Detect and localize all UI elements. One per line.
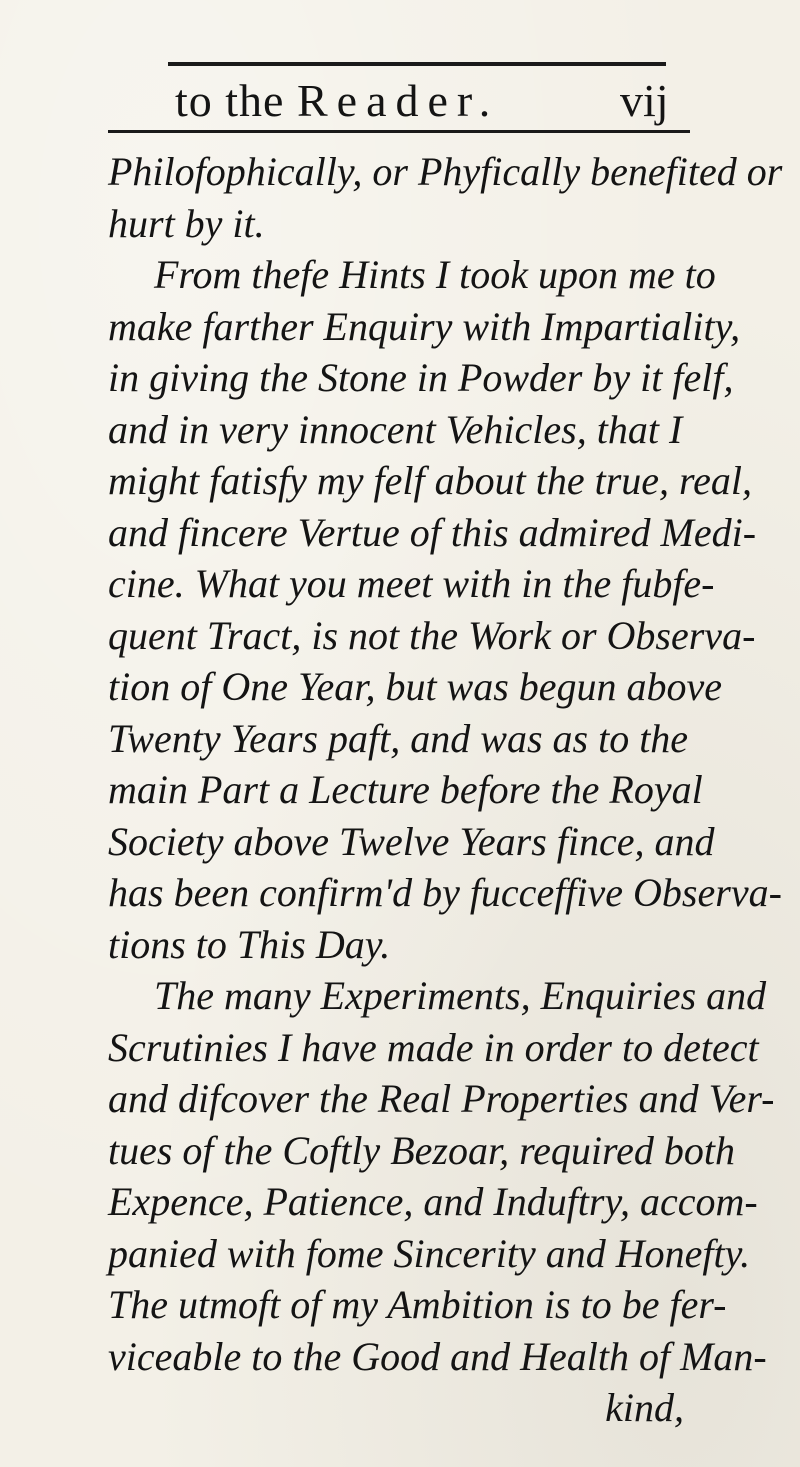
- text-line: Twenty Years paft, and was as to the: [108, 715, 689, 761]
- text-line: in giving the Stone in Powder by it felf,: [108, 355, 734, 400]
- text-line: and difcover the Real Properties and Ver-: [108, 1076, 775, 1121]
- text-line: quent Tract, is not the Work or Observa-: [108, 612, 756, 658]
- catchword: kind,: [605, 1385, 684, 1430]
- header-rule: [108, 130, 690, 133]
- body-text: [108, 146, 783, 1434]
- running-header: [0, 74, 800, 134]
- running-title-reader: Reader.: [296, 75, 500, 126]
- running-title-prefix: to the: [175, 75, 297, 126]
- text-line: Scrutinies I have made in order to detect: [108, 1024, 759, 1070]
- text-line: Society above Twelve Years fince, and: [108, 818, 715, 864]
- text-line: tion of One Year, but was begun above: [108, 664, 723, 709]
- text-line: and fincere Vertue of this admired Medi-: [108, 509, 757, 555]
- text-line: has been confirm'd by fucceffive Observa-: [108, 870, 782, 915]
- running-title: [175, 74, 499, 127]
- page-number: vij: [620, 75, 669, 126]
- text-line: Philofophically, or Phyfically benefited or: [108, 149, 783, 194]
- text-line: viceable to the Good and Health of Man-: [108, 1333, 767, 1379]
- text-line: The utmoft of my Ambition is to be fer-: [108, 1282, 727, 1327]
- text-line: panied with fome Sincerity and Honefty.: [108, 1230, 751, 1276]
- top-rule: [168, 62, 666, 66]
- text-line: cine. What you meet with in the fubfe-: [108, 561, 715, 606]
- text-line: main Part a Lecture before the Royal: [108, 767, 703, 812]
- text-line: hurt by it.: [108, 200, 265, 246]
- text-line: tues of the Coftly Bezoar, required both: [108, 1127, 735, 1173]
- text-line: might fatisfy my felf about the true, real,: [108, 458, 752, 503]
- text-line: and in very innocent Vehicles, that I: [108, 406, 683, 452]
- text-line: tions to This Day.: [108, 921, 391, 967]
- text-line: The many Experiments, Enquiries and: [154, 973, 767, 1018]
- text-line: Expence, Patience, and Induftry, accom-: [108, 1179, 758, 1224]
- text-line: From thefe Hints I took upon me to: [154, 252, 716, 297]
- text-line: make farther Enquiry with Impartiality,: [108, 303, 741, 349]
